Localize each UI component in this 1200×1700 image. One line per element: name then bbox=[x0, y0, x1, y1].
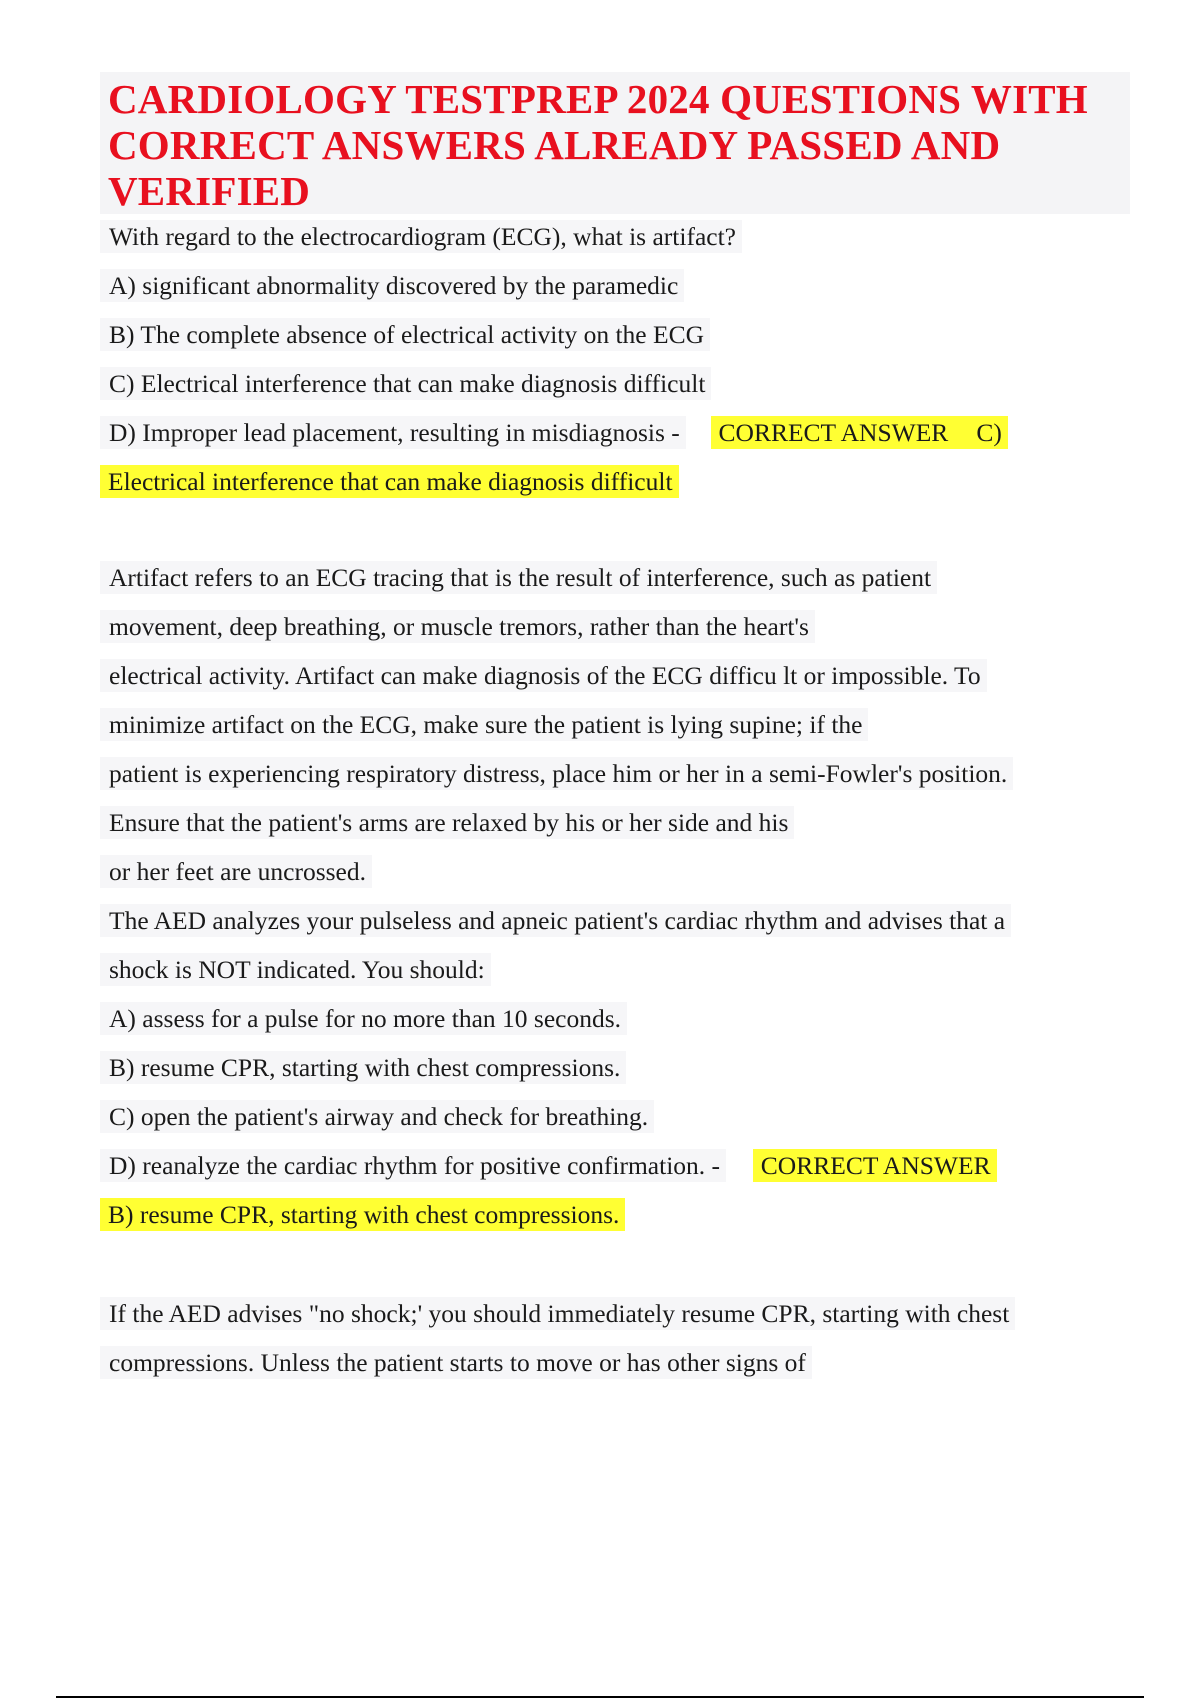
q1-explanation-line: electrical activity. Artifact can make diagnosis of the ECG difficu lt or impossible. To bbox=[100, 651, 1130, 700]
q1-option-a: A) significant abnormality discovered by the paramedic bbox=[100, 261, 1130, 310]
q2-option-d: D) reanalyze the cardiac rhythm for positive confirmation. - CORRECT ANSWER bbox=[100, 1141, 1130, 1190]
q2-correct-answer-text: B) resume CPR, starting with chest compressions. bbox=[100, 1190, 1130, 1239]
document-body bbox=[100, 212, 1130, 1387]
document-title: CARDIOLOGY TESTPREP 2024 QUESTIONS WITH CORRECT ANSWERS ALREADY PASSED AND VERIFIED bbox=[108, 76, 1088, 214]
q2-option-b: B) resume CPR, starting with chest compressions. bbox=[100, 1043, 1130, 1092]
q2-correct-answer-label: CORRECT ANSWER bbox=[753, 1149, 997, 1182]
footer-rule bbox=[56, 1696, 1144, 1698]
q1-option-d: D) Improper lead placement, resulting in misdiagnosis - CORRECT ANSWER C) bbox=[100, 408, 1130, 457]
q1-explanation-line: Artifact refers to an ECG tracing that is the result of interference, such as patient bbox=[100, 553, 1130, 602]
q1-explanation-line: patient is experiencing respiratory distress, place him or her in a semi-Fowler's position. bbox=[100, 749, 1130, 798]
question-2: The AED analyzes your pulseless and apneic patient's cardiac rhythm and advises that a bbox=[100, 896, 1130, 945]
q1-option-c: C) Electrical interference that can make diagnosis difficult bbox=[100, 359, 1130, 408]
q1-explanation-line: minimize artifact on the ECG, make sure the patient is lying supine; if the bbox=[100, 700, 1130, 749]
q1-explanation-line: Ensure that the patient's arms are relaxed by his or her side and his bbox=[100, 798, 1130, 847]
title-block bbox=[100, 72, 1130, 214]
q2-explanation-line: compressions. Unless the patient starts to move or has other signs of bbox=[100, 1338, 1130, 1387]
q2-option-a: A) assess for a pulse for no more than 10 seconds. bbox=[100, 994, 1130, 1043]
q1-explanation-line: or her feet are uncrossed. bbox=[100, 847, 1130, 896]
q1-explanation-line: movement, deep breathing, or muscle tremors, rather than the heart's bbox=[100, 602, 1130, 651]
q1-correct-answer-label: CORRECT ANSWER C) bbox=[711, 416, 1008, 449]
q1-option-b: B) The complete absence of electrical activity on the ECG bbox=[100, 310, 1130, 359]
question-1: With regard to the electrocardiogram (ECG), what is artifact? bbox=[100, 212, 1130, 261]
q1-correct-answer-text: Electrical interference that can make diagnosis difficult bbox=[100, 457, 1130, 506]
question-2-cont: shock is NOT indicated. You should: bbox=[100, 945, 1130, 994]
q2-explanation-line: If the AED advises "no shock;' you should immediately resume CPR, starting with chest bbox=[100, 1289, 1130, 1338]
q2-option-c: C) open the patient's airway and check for breathing. bbox=[100, 1092, 1130, 1141]
